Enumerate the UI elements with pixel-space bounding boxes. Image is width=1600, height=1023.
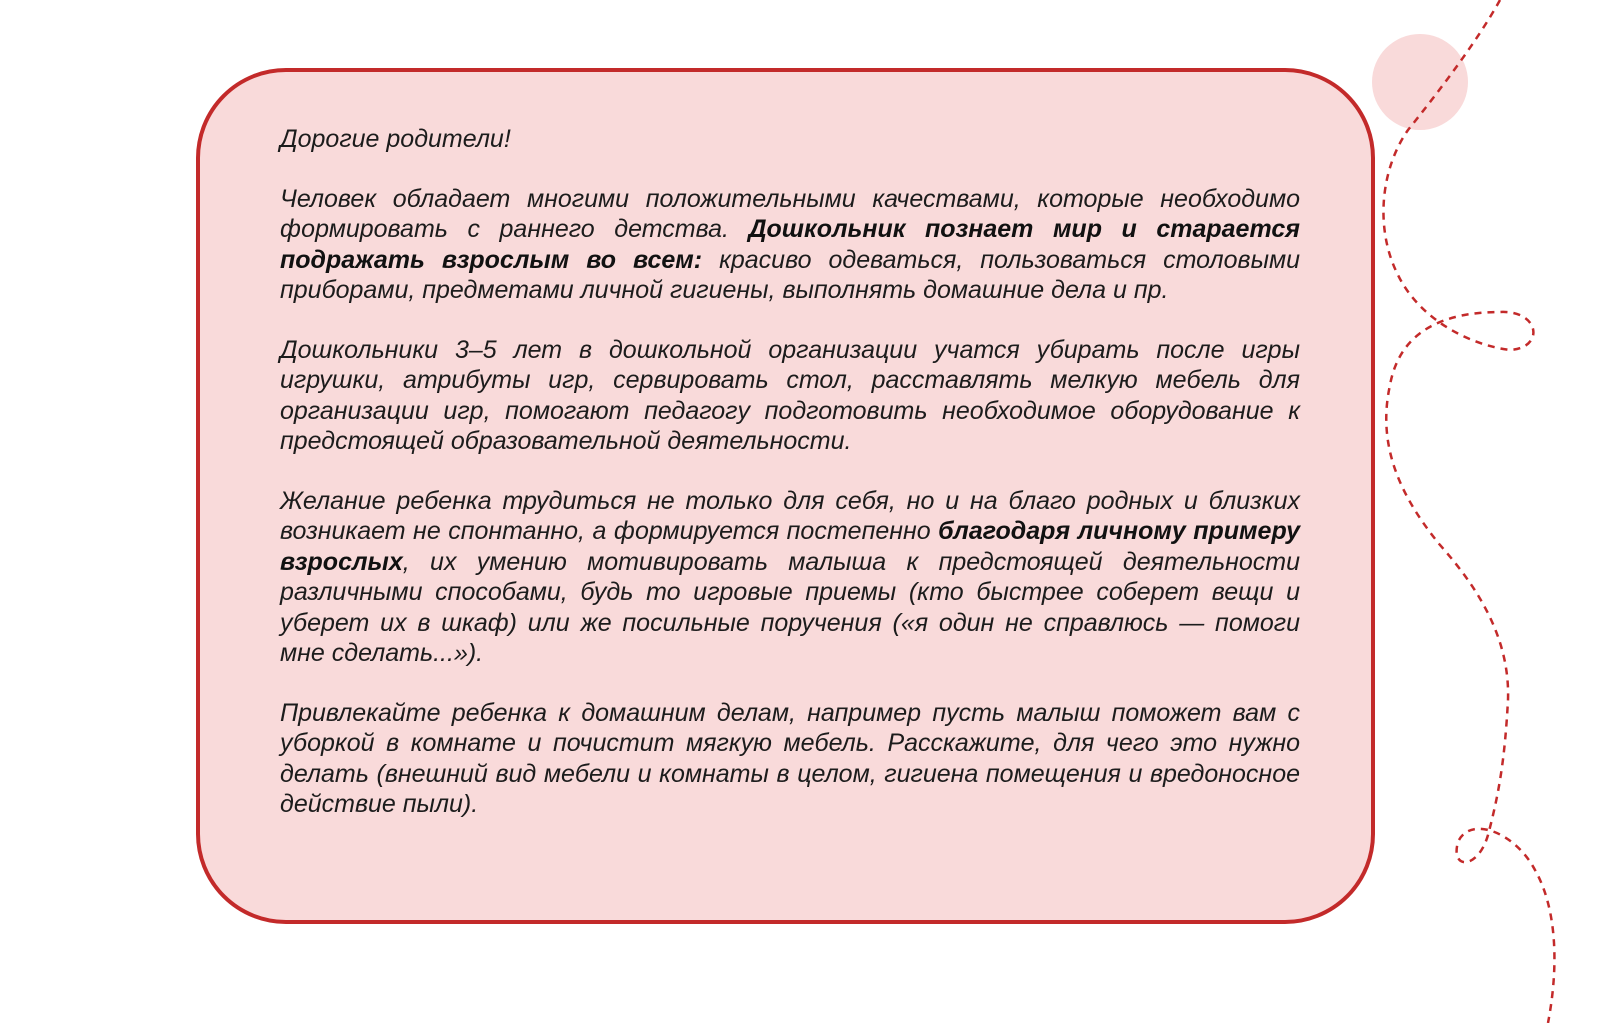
paragraph-4: Привлекайте ребенка к домашним делам, например пусть малыш поможет вам с уборкой в комнате и почистит мягкую мебель. Расскажите, для чего это нужно делать (внешний вид мебели и комнаты в целом, гигиена помещения и вредоносное действие пыли). [280, 698, 1300, 818]
greeting: Дорогие родители! [280, 125, 511, 153]
paragraph-2: Дошкольники 3–5 лет в дошкольной организации учатся убирать после игры игрушки, атрибуты игр, сервировать стол, расставлять мелкую мебель для организации игр, помогают педагогу подготовить необходимое оборудование к предстоящей образовательной деятельности. [280, 335, 1300, 455]
paragraph-1-intro: Человек обладает многими положительными качествами, которые необходимо формировать с раннего детства. [280, 184, 1300, 243]
paragraph-3-rest: , их умению мотивировать малыша к предстоящей деятельности различными способами, будь то игровые приемы (кто быстрее соберет вещи и уберет их в шкаф) или же посильные поручения («я один не справлюсь — помоги мне сделать...»). [280, 547, 1300, 667]
letter-body [280, 124, 1300, 849]
paragraph-3-emphasis: благодаря личному примеру взрослых [280, 517, 1300, 576]
paragraph-1 [280, 184, 1300, 306]
pink-circle-decoration [1372, 34, 1468, 130]
paragraph-1-emphasis: Дошкольник познает мир и старается подражать взрослым во всем: [280, 215, 1300, 274]
paragraph-3-intro: Желание ребенка трудиться не только для себя, но и на благо родных и близких возникает не спонтанно, а формируется постепенно [280, 486, 1300, 545]
letter-card [196, 68, 1375, 924]
paragraph-1-rest: красиво одеваться, пользоваться столовыми приборами, предметами личной гигиены, выполнять домашние дела и пр. [280, 245, 1301, 304]
red-dashed-curve-decoration [1383, 0, 1554, 1023]
paragraph-3 [280, 486, 1300, 669]
